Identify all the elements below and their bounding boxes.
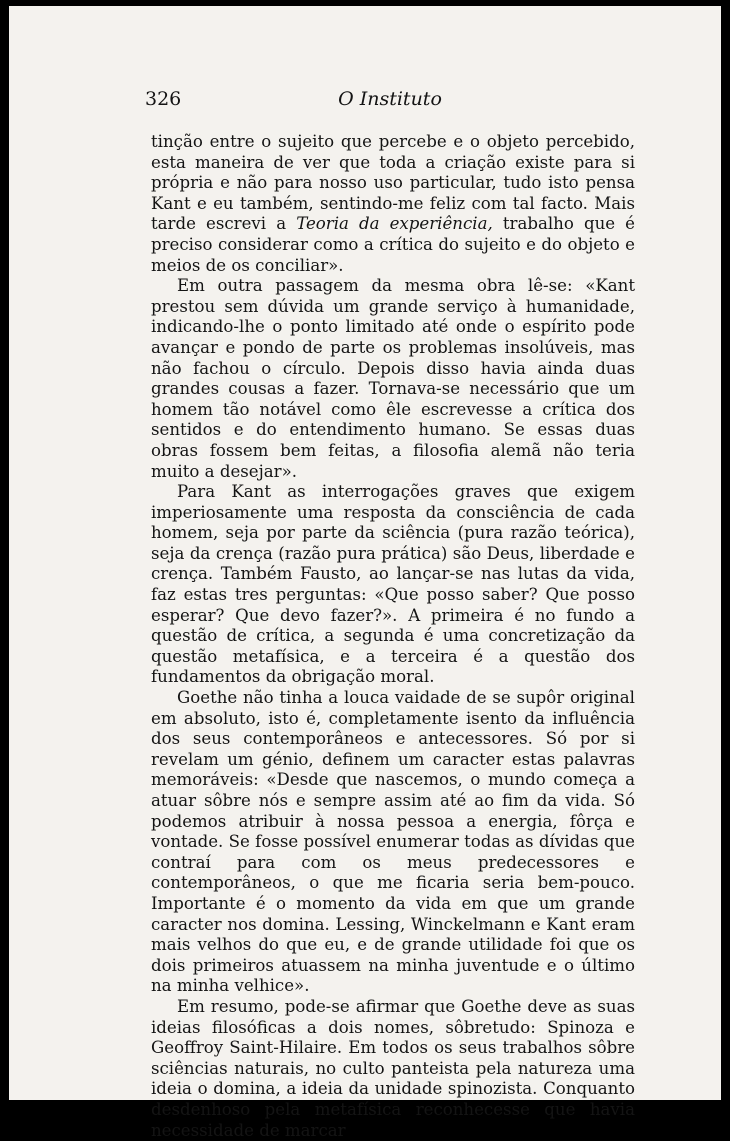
- book-title-emphasis: Teoria da experiência,: [296, 214, 493, 234]
- page-header: [145, 88, 635, 112]
- paragraph-5: Em resumo, pode-se afirmar que Goethe deve as suas ideias filosóficas a dois nomes, sôbretudo: Spinoza e Geoffroy Saint-Hilaire. Em todos os seus trabalhos sôbre sciências naturais, no culto panteista pela natureza uma ideia o domina, a ideia da unidade spinozista. Conquanto desdenhoso pela metafísica reconhecesse que havia necessidade de marcar: [151, 996, 635, 1140]
- paragraph-2: Em outra passagem da mesma obra lê-se: «Kant prestou sem dúvida um grande serviço à humanidade, indicando-lhe o ponto limitado até onde o espírito pode avançar e pondo de parte os problemas insolúveis, mas não fachou o círculo. Depois disso havia ainda duas grandes cousas a fazer. Tornava-se necessário que um homem tão notável como êle escrevesse a crítica dos sentidos e do entendimento humano. Se essas duas obras fossem bem feitas, a filosofia alemã não teria muito a desejar».: [151, 276, 635, 481]
- running-title: O Instituto: [338, 88, 442, 110]
- paragraph-1: tinção entre o sujeito que percebe e o objeto percebido, esta maneira de ver que toda a criação existe para si própria e não para nosso uso particular, tudo isto pensa Kant e eu também, sentindo-me feliz com tal facto. Mais tarde escrevi a Teoria da experiência, trabalho que é preciso considerar como a crítica do sujeito e do objeto e meios de os conciliar».: [151, 132, 635, 275]
- paragraph-3: Para Kant as interrogações graves que exigem imperiosamente uma resposta da consciência de cada homem, seja por parte da sciência (pura razão teórica), seja da crença (razão pura prática) são Deus, liberdade e crença. Também Fausto, ao lançar-se nas lutas da vida, faz estas tres perguntas: «Que posso saber? Que posso esperar? Que devo fazer?». A primeira é no fundo a questão de crítica, a segunda é uma concretização da questão metafísica, e a terceira é a questão dos fundamentos da obrigação moral.: [151, 482, 635, 687]
- book-page: [9, 6, 721, 1140]
- paragraph-4: Goethe não tinha a louca vaidade de se supôr original em absoluto, isto é, completamente isento da influência dos seus contemporâneos e antecessores. Só por si revelam um génio, definem um caracter estas palavras memoráveis: «Desde que nascemos, o mundo começa a atuar sôbre nós e sempre assim até ao fim da vida. Só podemos atribuir à nossa pessoa a energia, fôrça e vontade. Se fosse possível enumerar todas as dívidas que contraí para com os meus predecessores e contemporâneos, o que me ficaria seria bem-pouco. Importante é o momento da vida em que um grande caracter nos domina. Lessing, Winckelmann e Kant eram mais velhos do que eu, e de grande utilidade foi que os dois primeiros atuassem na minha juventude e o último na minha velhice».: [151, 688, 635, 996]
- page-number: 326: [145, 88, 182, 110]
- body-text: [151, 132, 635, 1141]
